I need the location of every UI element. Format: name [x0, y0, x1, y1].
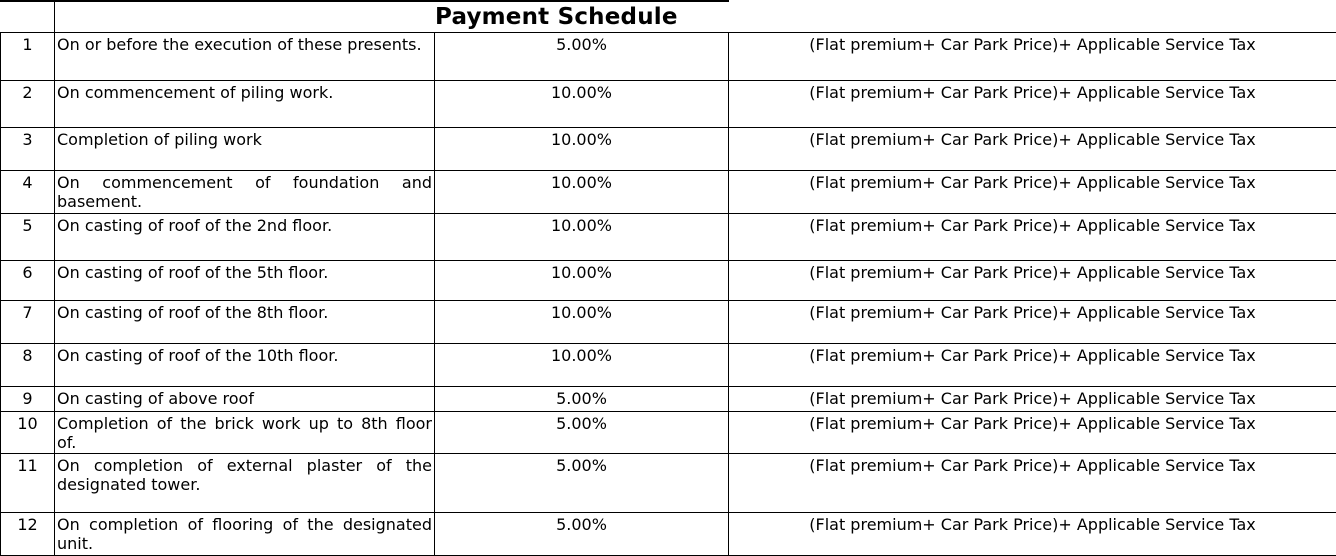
row-description: On commencement of piling work. [55, 81, 435, 128]
table-row [1, 412, 1336, 454]
row-note: (Flat premium+ Car Park Price)+ Applicable Service Tax [729, 214, 1336, 261]
table-row [1, 454, 1336, 513]
row-percent: 10.00% [435, 344, 729, 387]
row-number: 3 [1, 128, 55, 171]
row-description: On commencement of foundation and basement. [55, 171, 435, 214]
table-row [1, 128, 1336, 171]
table-row [1, 301, 1336, 344]
row-note: (Flat premium+ Car Park Price)+ Applicable Service Tax [729, 513, 1336, 556]
payment-schedule-table [0, 32, 1336, 556]
row-note: (Flat premium+ Car Park Price)+ Applicable Service Tax [729, 387, 1336, 412]
row-number: 11 [1, 454, 55, 513]
row-note: (Flat premium+ Car Park Price)+ Applicable Service Tax [729, 33, 1336, 81]
row-description: On or before the execution of these presents. [55, 33, 435, 81]
table-row [1, 33, 1336, 81]
row-note: (Flat premium+ Car Park Price)+ Applicable Service Tax [729, 344, 1336, 387]
row-percent: 5.00% [435, 513, 729, 556]
row-percent: 5.00% [435, 412, 729, 454]
row-number: 8 [1, 344, 55, 387]
row-percent: 10.00% [435, 128, 729, 171]
row-note: (Flat premium+ Car Park Price)+ Applicable Service Tax [729, 128, 1336, 171]
row-note: (Flat premium+ Car Park Price)+ Applicable Service Tax [729, 171, 1336, 214]
row-percent: 5.00% [435, 387, 729, 412]
row-number: 12 [1, 513, 55, 556]
row-description: On casting of roof of the 5th floor. [55, 261, 435, 301]
table-row [1, 387, 1336, 412]
row-percent: 10.00% [435, 261, 729, 301]
top-border-tick [54, 0, 55, 32]
row-description: On casting of roof of the 8th floor. [55, 301, 435, 344]
row-percent: 5.00% [435, 33, 729, 81]
table-row [1, 261, 1336, 301]
row-number: 9 [1, 387, 55, 412]
row-note: (Flat premium+ Car Park Price)+ Applicable Service Tax [729, 81, 1336, 128]
row-percent: 10.00% [435, 214, 729, 261]
row-description: On casting of above roof [55, 387, 435, 412]
table-row [1, 81, 1336, 128]
row-description: On completion of external plaster of the designated tower. [55, 454, 435, 513]
table-row [1, 513, 1336, 556]
row-number: 7 [1, 301, 55, 344]
row-note: (Flat premium+ Car Park Price)+ Applicable Service Tax [729, 261, 1336, 301]
row-description: On casting of roof of the 2nd floor. [55, 214, 435, 261]
row-description: On completion of flooring of the designated unit. [55, 513, 435, 556]
row-number: 1 [1, 33, 55, 81]
row-number: 10 [1, 412, 55, 454]
page-title: Payment Schedule [435, 4, 678, 30]
row-note: (Flat premium+ Car Park Price)+ Applicable Service Tax [729, 412, 1336, 454]
row-number: 5 [1, 214, 55, 261]
row-percent: 10.00% [435, 171, 729, 214]
row-number: 4 [1, 171, 55, 214]
row-description: Completion of the brick work up to 8th floor of. [55, 412, 435, 454]
row-percent: 10.00% [435, 81, 729, 128]
table-row [1, 171, 1336, 214]
row-number: 6 [1, 261, 55, 301]
table-row [1, 344, 1336, 387]
row-description: On casting of roof of the 10th floor. [55, 344, 435, 387]
row-note: (Flat premium+ Car Park Price)+ Applicable Service Tax [729, 301, 1336, 344]
row-note: (Flat premium+ Car Park Price)+ Applicable Service Tax [729, 454, 1336, 513]
row-percent: 10.00% [435, 301, 729, 344]
row-number: 2 [1, 81, 55, 128]
row-description: Completion of piling work [55, 128, 435, 171]
row-percent: 5.00% [435, 454, 729, 513]
table-row [1, 214, 1336, 261]
top-border-line [0, 0, 729, 2]
